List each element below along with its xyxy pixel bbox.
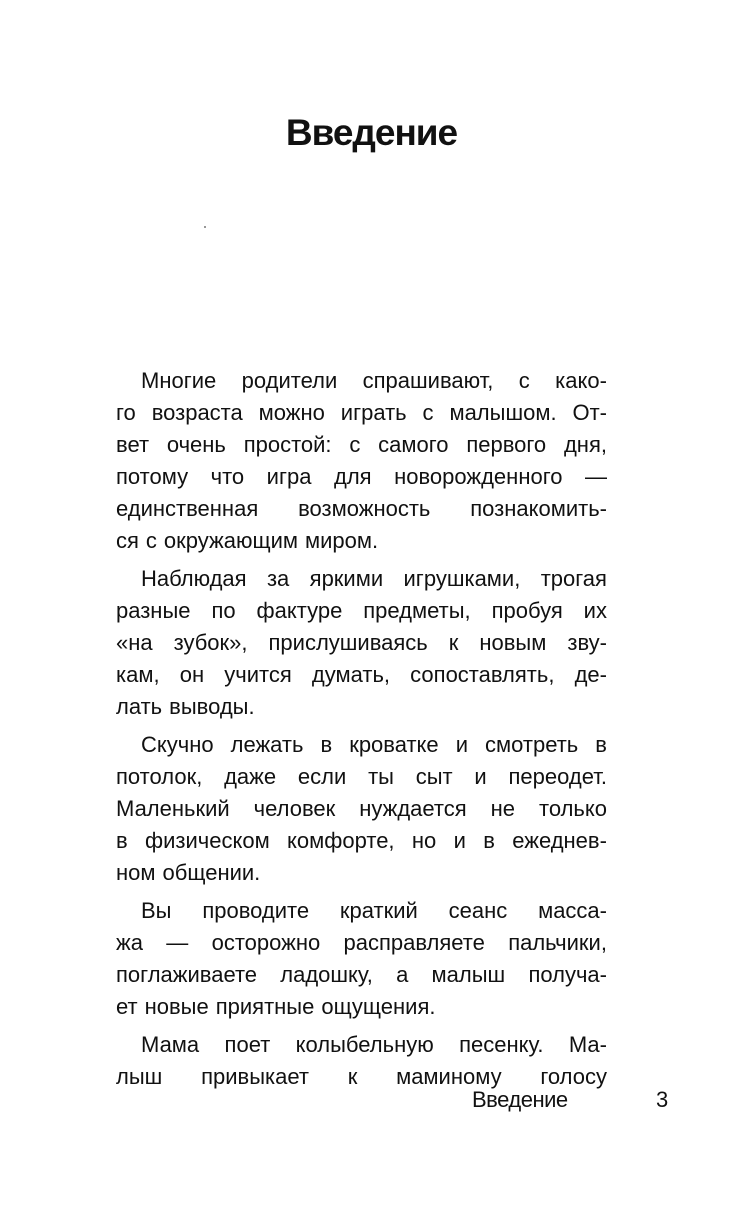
word: возможность [298,496,431,521]
word: масса- [538,898,607,923]
word: маминому [396,1064,502,1089]
word: вет [116,432,150,457]
word: возраста [151,400,243,425]
word: лежать [230,732,304,757]
text-line [116,691,607,723]
word: игрушками, [403,566,521,591]
word: поглаживаете [116,962,258,987]
word: за [266,566,290,591]
text-line [116,857,607,889]
word: колыбельную [295,1032,434,1057]
word: новорожденного [394,464,563,489]
text-line [116,895,607,927]
text-line [116,927,607,959]
word: родители [241,368,338,393]
word: окружающим [163,528,298,553]
word: ты [368,764,394,789]
page-number: 3 [656,1087,669,1112]
word: ежеднев- [512,828,607,853]
word: кам, [116,662,160,687]
text-line [116,959,607,991]
paragraph [116,895,607,1023]
word: он [179,662,205,687]
paragraph [116,563,607,723]
word: игра [266,464,312,489]
word: Ма- [568,1032,607,1057]
word: ном [116,860,156,885]
word: сеанс [448,898,508,923]
word: но [411,828,437,853]
paragraph [116,365,607,557]
word: како- [555,368,607,393]
word: с [349,432,361,457]
word: по [211,598,236,623]
text-line [116,525,607,557]
text-line [116,627,607,659]
text-line [116,563,607,595]
word: комфорте, [287,828,395,853]
word: с [145,528,157,553]
word: голосу [540,1064,607,1089]
word: играть [340,400,407,425]
word: жа [116,930,143,955]
word: Наблюдая [141,566,247,591]
word: привыкает [201,1064,309,1089]
word: дня, [563,432,607,457]
text-line [116,429,607,461]
word: новые [144,994,209,1019]
word: потому [116,464,189,489]
word: а [396,962,409,987]
word: их [583,598,607,623]
word: и [455,732,468,757]
word: можно [258,400,325,425]
word: общении. [162,860,261,885]
word: миром. [304,528,379,553]
word: получа- [528,962,607,987]
text-line [116,991,607,1023]
word: ладошку, [280,962,373,987]
word: предметы, [363,598,471,623]
chapter-title: Введение [285,112,458,153]
word: осторожно [211,930,321,955]
text-line [116,825,607,857]
word: в [595,732,607,757]
word: ся [116,528,139,553]
word: поет [224,1032,271,1057]
word: очень [166,432,226,457]
word: переодет. [508,764,607,789]
word: в [320,732,333,757]
word: яркими [309,566,384,591]
word: трогая [540,566,607,591]
word: — [166,930,189,955]
word: лыш [116,1064,163,1089]
paragraph [116,729,607,889]
word: малыш [431,962,506,987]
word: сопоставлять, [410,662,555,687]
word: потолок, [116,764,203,789]
word: к [347,1064,358,1089]
word: спрашивают, [362,368,494,393]
text-line [116,761,607,793]
word: проводите [202,898,310,923]
body-text [116,365,607,1093]
word: с [422,400,434,425]
word: для [333,464,372,489]
word: пальчики, [508,930,607,955]
text-line [116,1029,607,1061]
word: зву- [567,630,607,655]
word: нуждается [359,796,467,821]
word: Многие [141,368,217,393]
text-line [116,659,607,691]
word: простой: [243,432,332,457]
word: ощущения. [321,994,436,1019]
text-line [116,461,607,493]
word: выводы. [169,694,255,719]
word: самого [378,432,449,457]
word: физическом [145,828,270,853]
word: лать [116,694,163,719]
word: к [448,630,459,655]
word: Мама [141,1032,200,1057]
word: Вы [141,898,172,923]
word: в [483,828,495,853]
word: краткий [339,898,418,923]
word: с [518,368,530,393]
word: и [453,828,466,853]
word: песенку. [459,1032,544,1057]
word: «на [116,630,153,655]
word: если [297,764,347,789]
word: единственная [116,496,259,521]
word: что [210,464,245,489]
text-line [116,729,607,761]
word: малышом. [449,400,557,425]
word: де- [574,662,607,687]
word: познакомить- [470,496,607,521]
word: не [490,796,516,821]
word: первого [466,432,547,457]
word: даже [224,764,277,789]
word: прислушиваясь [268,630,428,655]
word: ет [116,994,138,1019]
text-line [116,397,607,429]
text-line [116,365,607,397]
word: расправляете [343,930,485,955]
word: сыт [415,764,453,789]
word: в [116,828,128,853]
word: думать, [311,662,391,687]
word: зубок», [173,630,248,655]
running-head: Введение [472,1087,568,1112]
word: пробуя [491,598,563,623]
word: человек [253,796,336,821]
word: го [116,400,136,425]
word: смотреть [485,732,579,757]
text-line [116,493,607,525]
text-line [116,793,607,825]
word: учится [224,662,292,687]
word: новым [479,630,547,655]
word: — [585,464,607,489]
text-line [116,595,607,627]
word: приятные [215,994,315,1019]
paragraph [116,1029,607,1093]
word: фактуре [256,598,343,623]
word: Маленький [116,796,230,821]
print-speck [204,226,206,228]
word: От- [572,400,607,425]
word: и [474,764,487,789]
word: кроватке [349,732,439,757]
word: только [539,796,607,821]
word: Скучно [141,732,214,757]
word: разные [116,598,191,623]
